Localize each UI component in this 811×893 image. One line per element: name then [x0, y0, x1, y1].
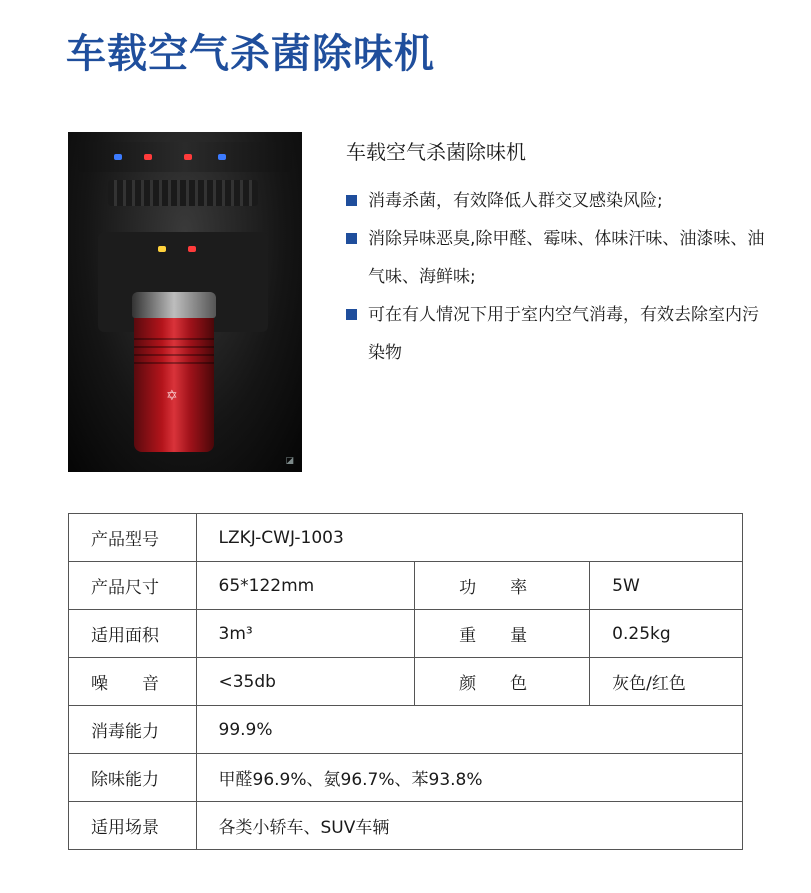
spec-value: 各类小轿车、SUV车辆	[196, 802, 743, 850]
photo-watermark-icon: ◪	[285, 456, 294, 466]
spec-value: 甲醛96.9%、氨96.7%、苯93.8%	[196, 754, 743, 802]
star-logo-icon: ✡	[166, 388, 178, 404]
page-title: 车载空气杀菌除味机	[66, 31, 435, 77]
square-bullet-icon	[346, 195, 357, 206]
square-bullet-icon	[346, 233, 357, 244]
feature-text: 可在有人情况下用于室内空气消毒，有效去除室内污染物	[368, 305, 759, 363]
table-row	[69, 754, 743, 802]
purifier-groove	[134, 354, 214, 356]
photo-led	[188, 246, 196, 252]
photo-led	[144, 154, 152, 160]
spec-value: 5W	[590, 562, 743, 610]
spec-value: LZKJ-CWJ-1003	[196, 514, 743, 562]
spec-label: 除味能力	[69, 754, 197, 802]
spec-label: 颜 色	[415, 658, 590, 706]
table-row	[69, 562, 743, 610]
feature-item	[346, 182, 766, 220]
spec-value: 灰色/红色	[590, 658, 743, 706]
photo-vent	[108, 180, 258, 206]
photo-led	[218, 154, 226, 160]
spec-value: 0.25kg	[590, 610, 743, 658]
feature-text: 消毒杀菌，有效降低人群交叉感染风险;	[368, 191, 663, 211]
photo-led	[158, 246, 166, 252]
table-row	[69, 610, 743, 658]
spec-label: 功 率	[415, 562, 590, 610]
table-row	[69, 802, 743, 850]
square-bullet-icon	[346, 309, 357, 320]
spec-value: 65*122mm	[196, 562, 415, 610]
spec-table	[68, 513, 743, 850]
photo-led	[184, 154, 192, 160]
purifier-groove	[134, 346, 214, 348]
spec-label: 产品尺寸	[69, 562, 197, 610]
spec-label: 产品型号	[69, 514, 197, 562]
feature-list	[346, 182, 766, 372]
spec-label: 适用场景	[69, 802, 197, 850]
spec-label: 重 量	[415, 610, 590, 658]
table-row	[69, 514, 743, 562]
feature-item	[346, 220, 766, 296]
spec-value: 99.9%	[196, 706, 743, 754]
spec-label: 噪 音	[69, 658, 197, 706]
feature-text: 消除异味恶臭,除甲醛、霉味、体味汗味、油漆味、油气味、海鲜味;	[368, 229, 765, 287]
feature-item	[346, 296, 766, 372]
photo-led	[114, 154, 122, 160]
spec-value: 3m³	[196, 610, 415, 658]
purifier-cap	[132, 292, 216, 318]
spec-label: 消毒能力	[69, 706, 197, 754]
purifier-groove	[134, 338, 214, 340]
product-photo	[68, 132, 302, 472]
purifier-groove	[134, 362, 214, 364]
table-row	[69, 658, 743, 706]
table-row	[69, 706, 743, 754]
spec-label: 适用面积	[69, 610, 197, 658]
spec-value: <35db	[196, 658, 415, 706]
product-name: 车载空气杀菌除味机	[346, 140, 526, 164]
